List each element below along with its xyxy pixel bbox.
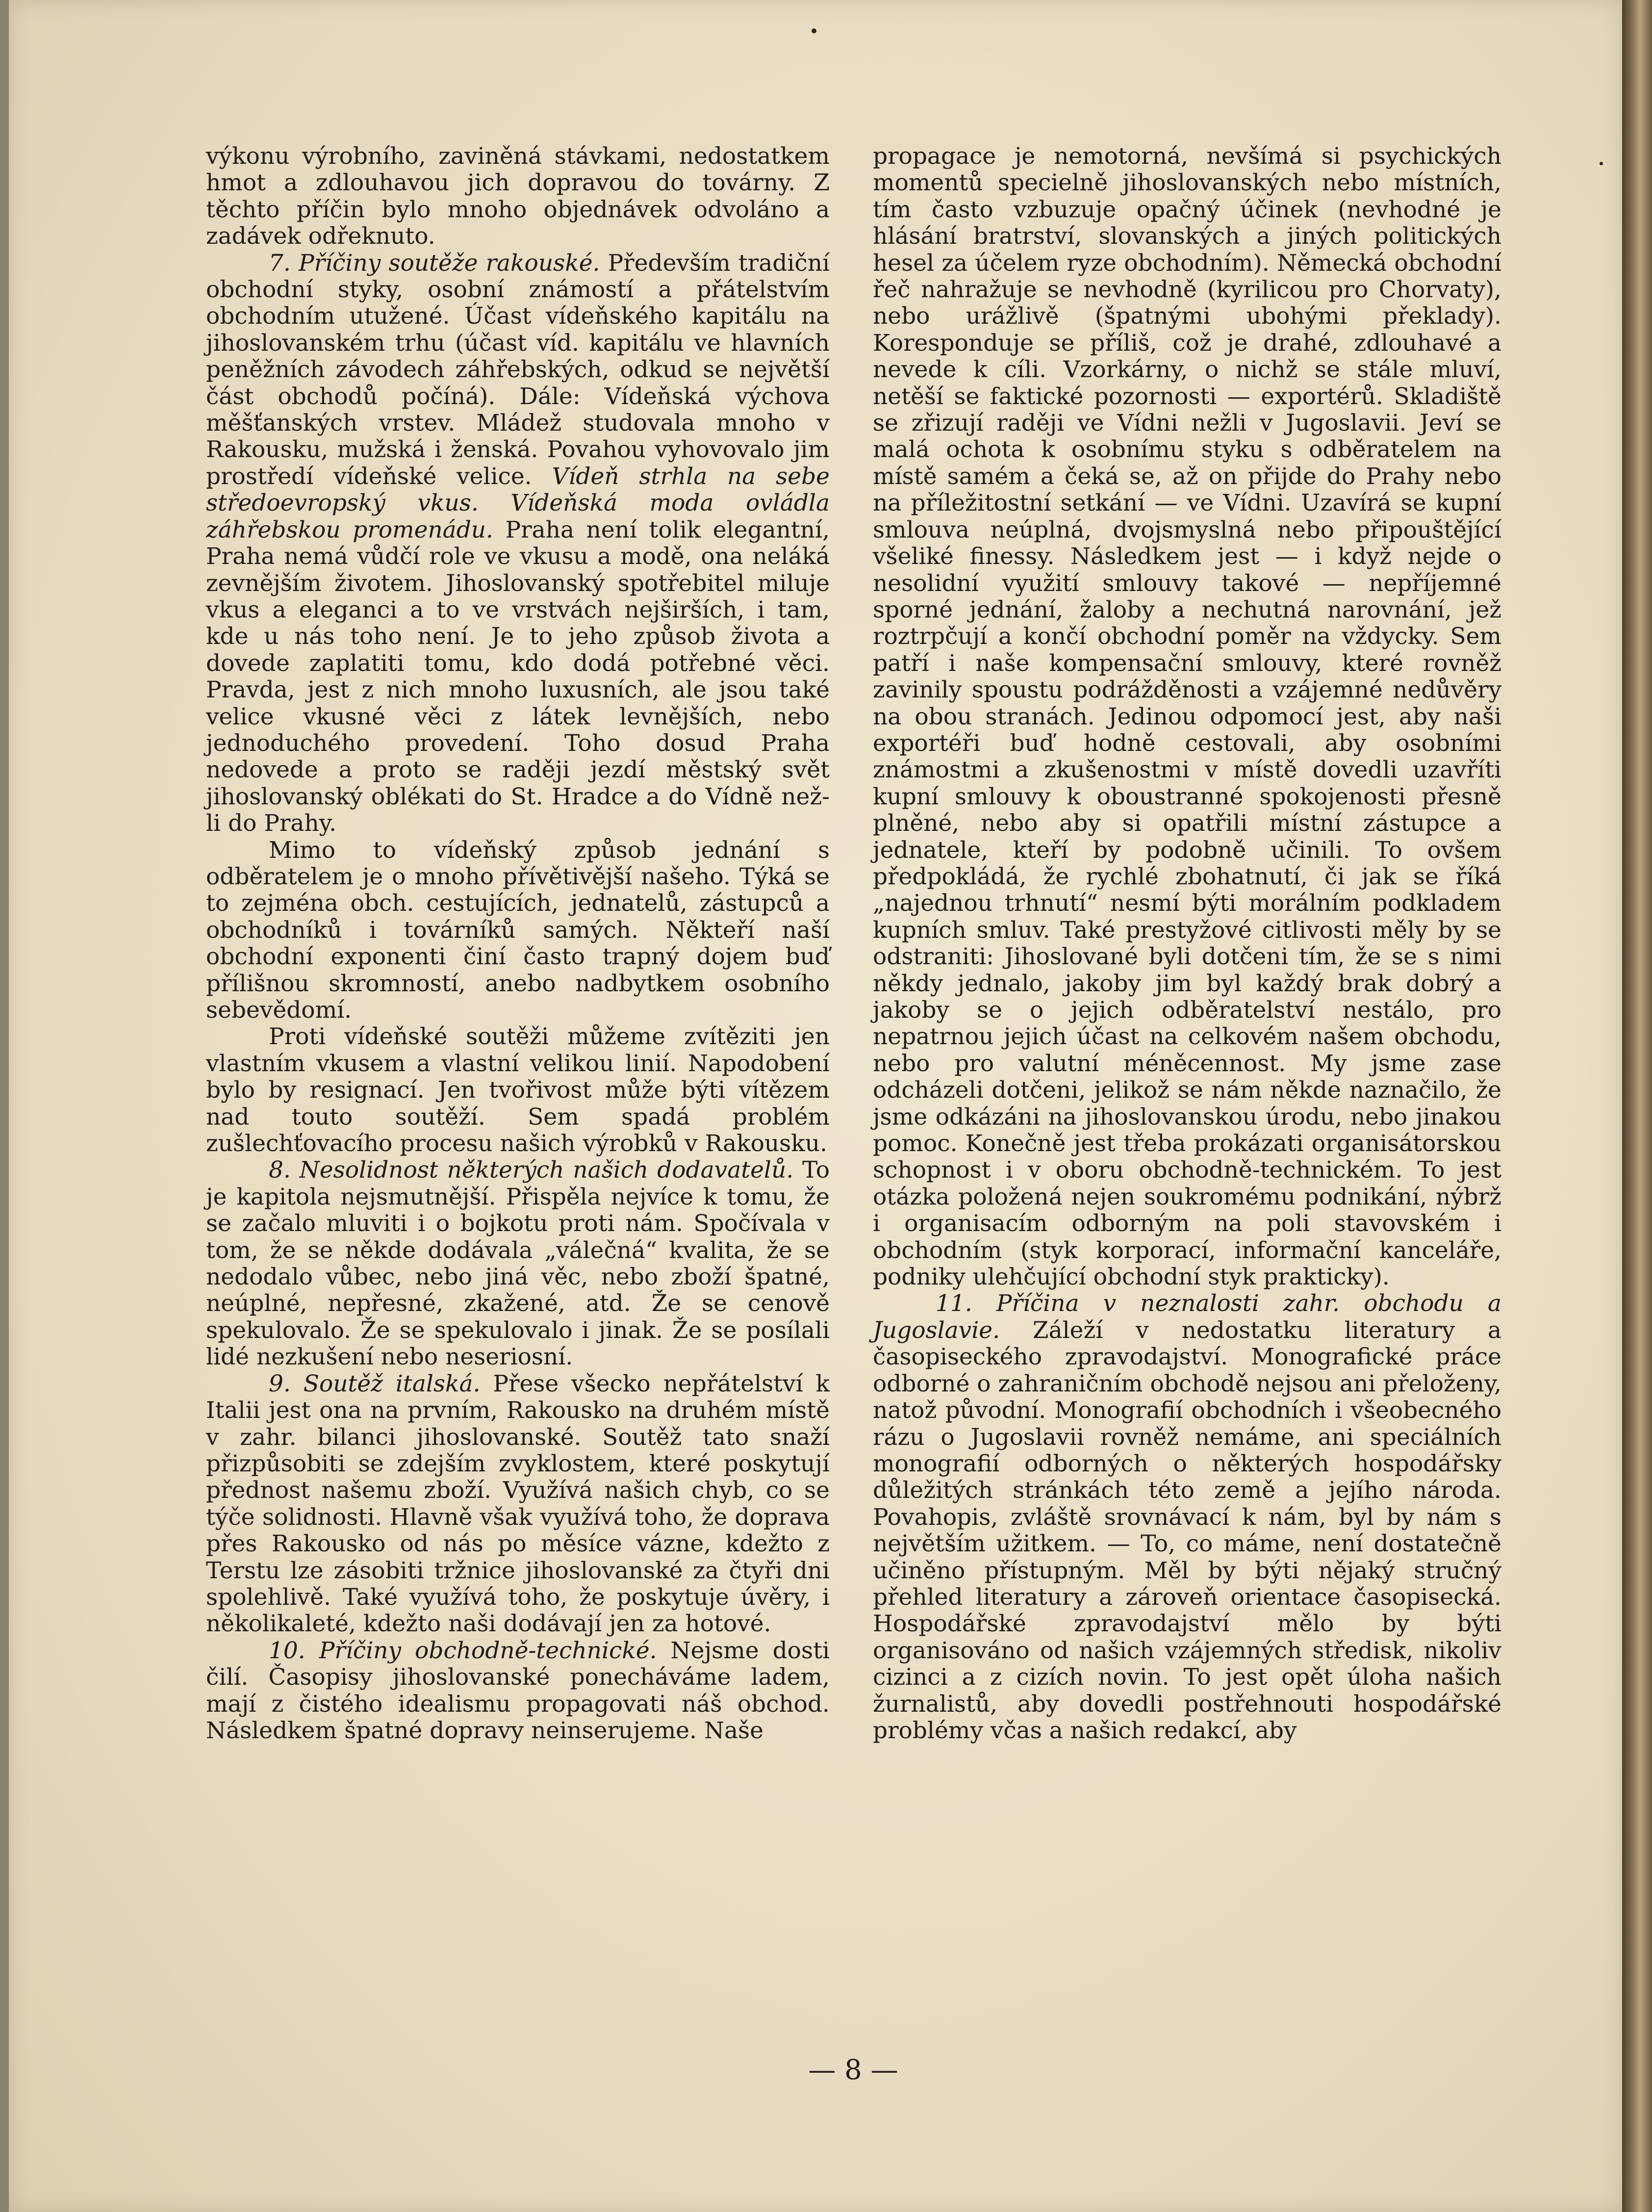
paragraph-text: Nejsme dosti čilí. Časopisy jihoslovanské ponecháváme ladem, mají z čistého idealismu propagovati náš obchod. Následkem špatné dopravy neinserujeme. Naše: [206, 1637, 830, 1744]
paragraph: [873, 1290, 1501, 1744]
page-binding-edge: [1622, 0, 1652, 2212]
paragraph-text: Záleží v nedostatku literatury a časopiseckého zpravodajství. Monografické práce odborné o zahraničním obchodě nejsou ani přeloženy, natož původní. Monografií obchodních i všeobecného rázu o Jugoslavii rovněž nemáme, ani speciálních monografií odborných o některých hospodářsky důležitých stránkách této země a jejího národa. Povahopis, zvláště srovnávací k nám, byl by nám s největším užitkem. — To, co máme, není dostatečně učiněno přístupným. Měl by býti nějaký stručný přehled literatury a zároveň orientace časopisecká. Hospodářské zpravodajství mělo by býti organisováno od našich vzájemných středisk, nikoliv cizinci a z cizích novin. To jest opět úloha našich žurnalistů, aby dovedli postřehnouti hospodářské problémy včas a našich redakcí, aby: [873, 1316, 1501, 1744]
paragraph: [206, 250, 830, 837]
paragraph: [206, 1638, 830, 1745]
section-heading: 7. Příčiny soutěže rakouské.: [269, 249, 600, 277]
paragraph: výkonu výrobního, zaviněná stávkami, nedostatkem hmot a zdlouhavou jich dopravou do továrny. Z těchto příčin bylo mnoho objednávek odvoláno a zadávek odřeknuto.: [206, 143, 830, 250]
paragraph: [206, 1371, 830, 1638]
paragraph-text: Přese všecko nepřátelství k Italii jest ona na prvním, Rakousko na druhém místě v zahr. bilanci jihoslovanské. Soutěž tato snaží přizpůsobiti se zdejším zvyklostem, které poskytují přednost našemu zboží. Využívá našich chyb, co se týče solidnosti. Hlavně však využívá toho, že doprava přes Rakousko od nás po měsíce vázne, kdežto z Terstu lze zásobiti tržnice jihoslovanské za čtyři dni spolehlivě. Také využívá toho, že poskytuje úvěry, i několikaleté, kdežto naši dodávají jen za hotové.: [206, 1370, 830, 1638]
paragraph: [206, 1157, 830, 1370]
paragraph-text: Praha není tolik elegantní, Praha nemá vůdčí role ve vkusu a modě, ona neláká zevnějším životem. Jihoslovanský spotřebitel miluje vkus a eleganci a to ve vrstvách nejširších, i tam, kde u nás toho není. Je to jeho způsob života a dovede zaplatiti tomu, kdo dodá potřebné věci. Pravda, jest z nich mnoho luxusních, ale jsou také velice vkusné věci z látek levnějších, nebo jednoduchého provedení. Toho dosud Praha nedovede a proto se raději jezdí městský svět jihoslovanský oblékati do St. Hradce a do Vídně než-li do Prahy.: [206, 516, 830, 837]
paragraph: propagace je nemotorná, nevšímá si psychických momentů specielně jihoslovanských nebo místních, tím často vzbuzuje opačný účinek (nevhodné je hlásání bratrství, slovanských a jiných politických hesel za účelem ryze obchodním). Německá obchodní řeč nahražuje se nevhodně (kyrilicou pro Chorvaty), nebo urážlivě (špatnými ubohými překlady). Koresponduje se příliš, což je drahé, zdlouhavé a nevede k cíli. Vzorkárny, o nichž se stále mluví, netěší se faktické pozornosti — exportérů. Skladiště se zřizují raději ve Vídni nežli v Jugoslavii. Jeví se malá ochota k osobnímu styku s odběratelem na místě samém a čeká se, až on přijde do Prahy nebo na příležitostní setkání — ve Vídni. Uzavírá se kupní smlouva neúplná, dvojsmyslná nebo připouštějící všeliké finessy. Následkem jest — i když nejde o nesolidní využití smlouvy takové — nepříjemné sporné jednání, žaloby a nechutná narovnání, jež roztrpčují a končí obchodní poměr na vždycky. Sem patří i naše kompensační smlouvy, které rovněž zavinily spoustu podrážděnosti a vzájemné nedůvěry na obou stranách. Jedinou odpomocí jest, aby naši exportéři buď hodně cestovali, aby osobními známostmi a zkušenostmi v místě dovedli uzavříti kupní smlouvy k oboustranné spokojenosti přesně plněné, nebo aby si opatřili místní zástupce a jednatele, kteří by podobně učinili. To ovšem předpokládá, že rychlé zbohatnutí, či jak se říká „najednou trhnutí“ nesmí býti morálním podkladem kupních smluv. Také prestyžové citlivosti měly by se odstraniti: Jihoslované byli dotčeni tím, že se s nimi někdy jednalo, jakoby jim byl každý brak dobrý a jakoby se o jejich odběratelství nestálo, pro nepatrnou jejich účast na celkovém našem obchodu, nebo pro valutní méněcennost. My jsme zase odcházeli dotčeni, jelikož se nám někde naznačilo, že jsme odkázáni na jihoslovanskou úrodu, nebo jinakou pomoc. Konečně jest třeba prokázati organisátorskou schopnost i v oboru obchodně-technickém. To jest otázka položená nejen soukromému podnikání, nýbrž i organisacím odborným na poli stavovském i obchodním (styk korporací, informační kanceláře, podniky ulehčující obchodní styk prakticky).: [873, 143, 1501, 1291]
emphasized-text: Vídeň strhla na sebe středoevropský vkus. Vídeňská moda ovládla záhřebskou promenádu.: [206, 463, 830, 543]
section-heading: 10. Příčiny obchodně-technické.: [269, 1637, 657, 1664]
page-number: — 8 —: [808, 2054, 898, 2086]
section-heading: 9. Soutěž italská.: [269, 1370, 481, 1397]
section-heading: 11. Příčina v neznalosti zahr. obchodu a Jugoslavie.: [873, 1290, 1501, 1344]
section-heading: 8. Nesolidnost některých našich dodavatelů.: [269, 1157, 794, 1184]
paragraph: Proti vídeňské soutěži můžeme zvítěziti jen vlastním vkusem a vlastní velikou linií. Napodobení bylo by resignací. Jen tvořivost může býti vítězem nad touto soutěží. Sem spadá problém zušlechťovacího procesu našich výrobků v Rakousku.: [206, 1023, 830, 1157]
dust-speck: [812, 28, 816, 33]
dust-speck: [1600, 162, 1603, 165]
paragraph: Mimo to vídeňský způsob jednání s odběratelem je o mnoho přívětivější našeho. Týká se to zejména obch. cestujících, jednatelů, zástupců a obchodníků i továrníků samých. Někteří naší obchodní exponenti činí často trapný dojem buď přílišnou skromností, anebo nadbytkem osobního sebevědomí.: [206, 836, 830, 1024]
paragraph-text: To je kapitola nejsmutnější. Přispěla nejvíce k tomu, že se začalo mluviti i o bojkotu proti nám. Spočívala v tom, že se někde dodávala „válečná“ kvalita, že se nedodalo vůbec, nebo jiná věc, nebo zboží špatné, neúplné, nepřesné, zkažené, atd. Že se cenově spekulovalo. Že se spekulovalo i jinak. Že se posílali lidé nezkušení nebo neseriosní.: [206, 1157, 830, 1371]
right-text-column: [873, 143, 1501, 1744]
paragraph-text: Především tradiční obchodní styky, osobní známostí a přátelstvím obchodním utužené. Účast vídeňského kapitálu na jihoslovanském trhu (účast víd. kapitálu ve hlavních peněžních závodech záhřebských, odkud se největší část obchodů počíná). Dále: Vídeňská výchova měšťanských vrstev. Mládež studovala mnoho v Rakousku, mužská i ženská. Povahou vyhovovalo jim prostředí vídeňské velice.: [206, 249, 830, 490]
left-text-column: [206, 143, 830, 1744]
